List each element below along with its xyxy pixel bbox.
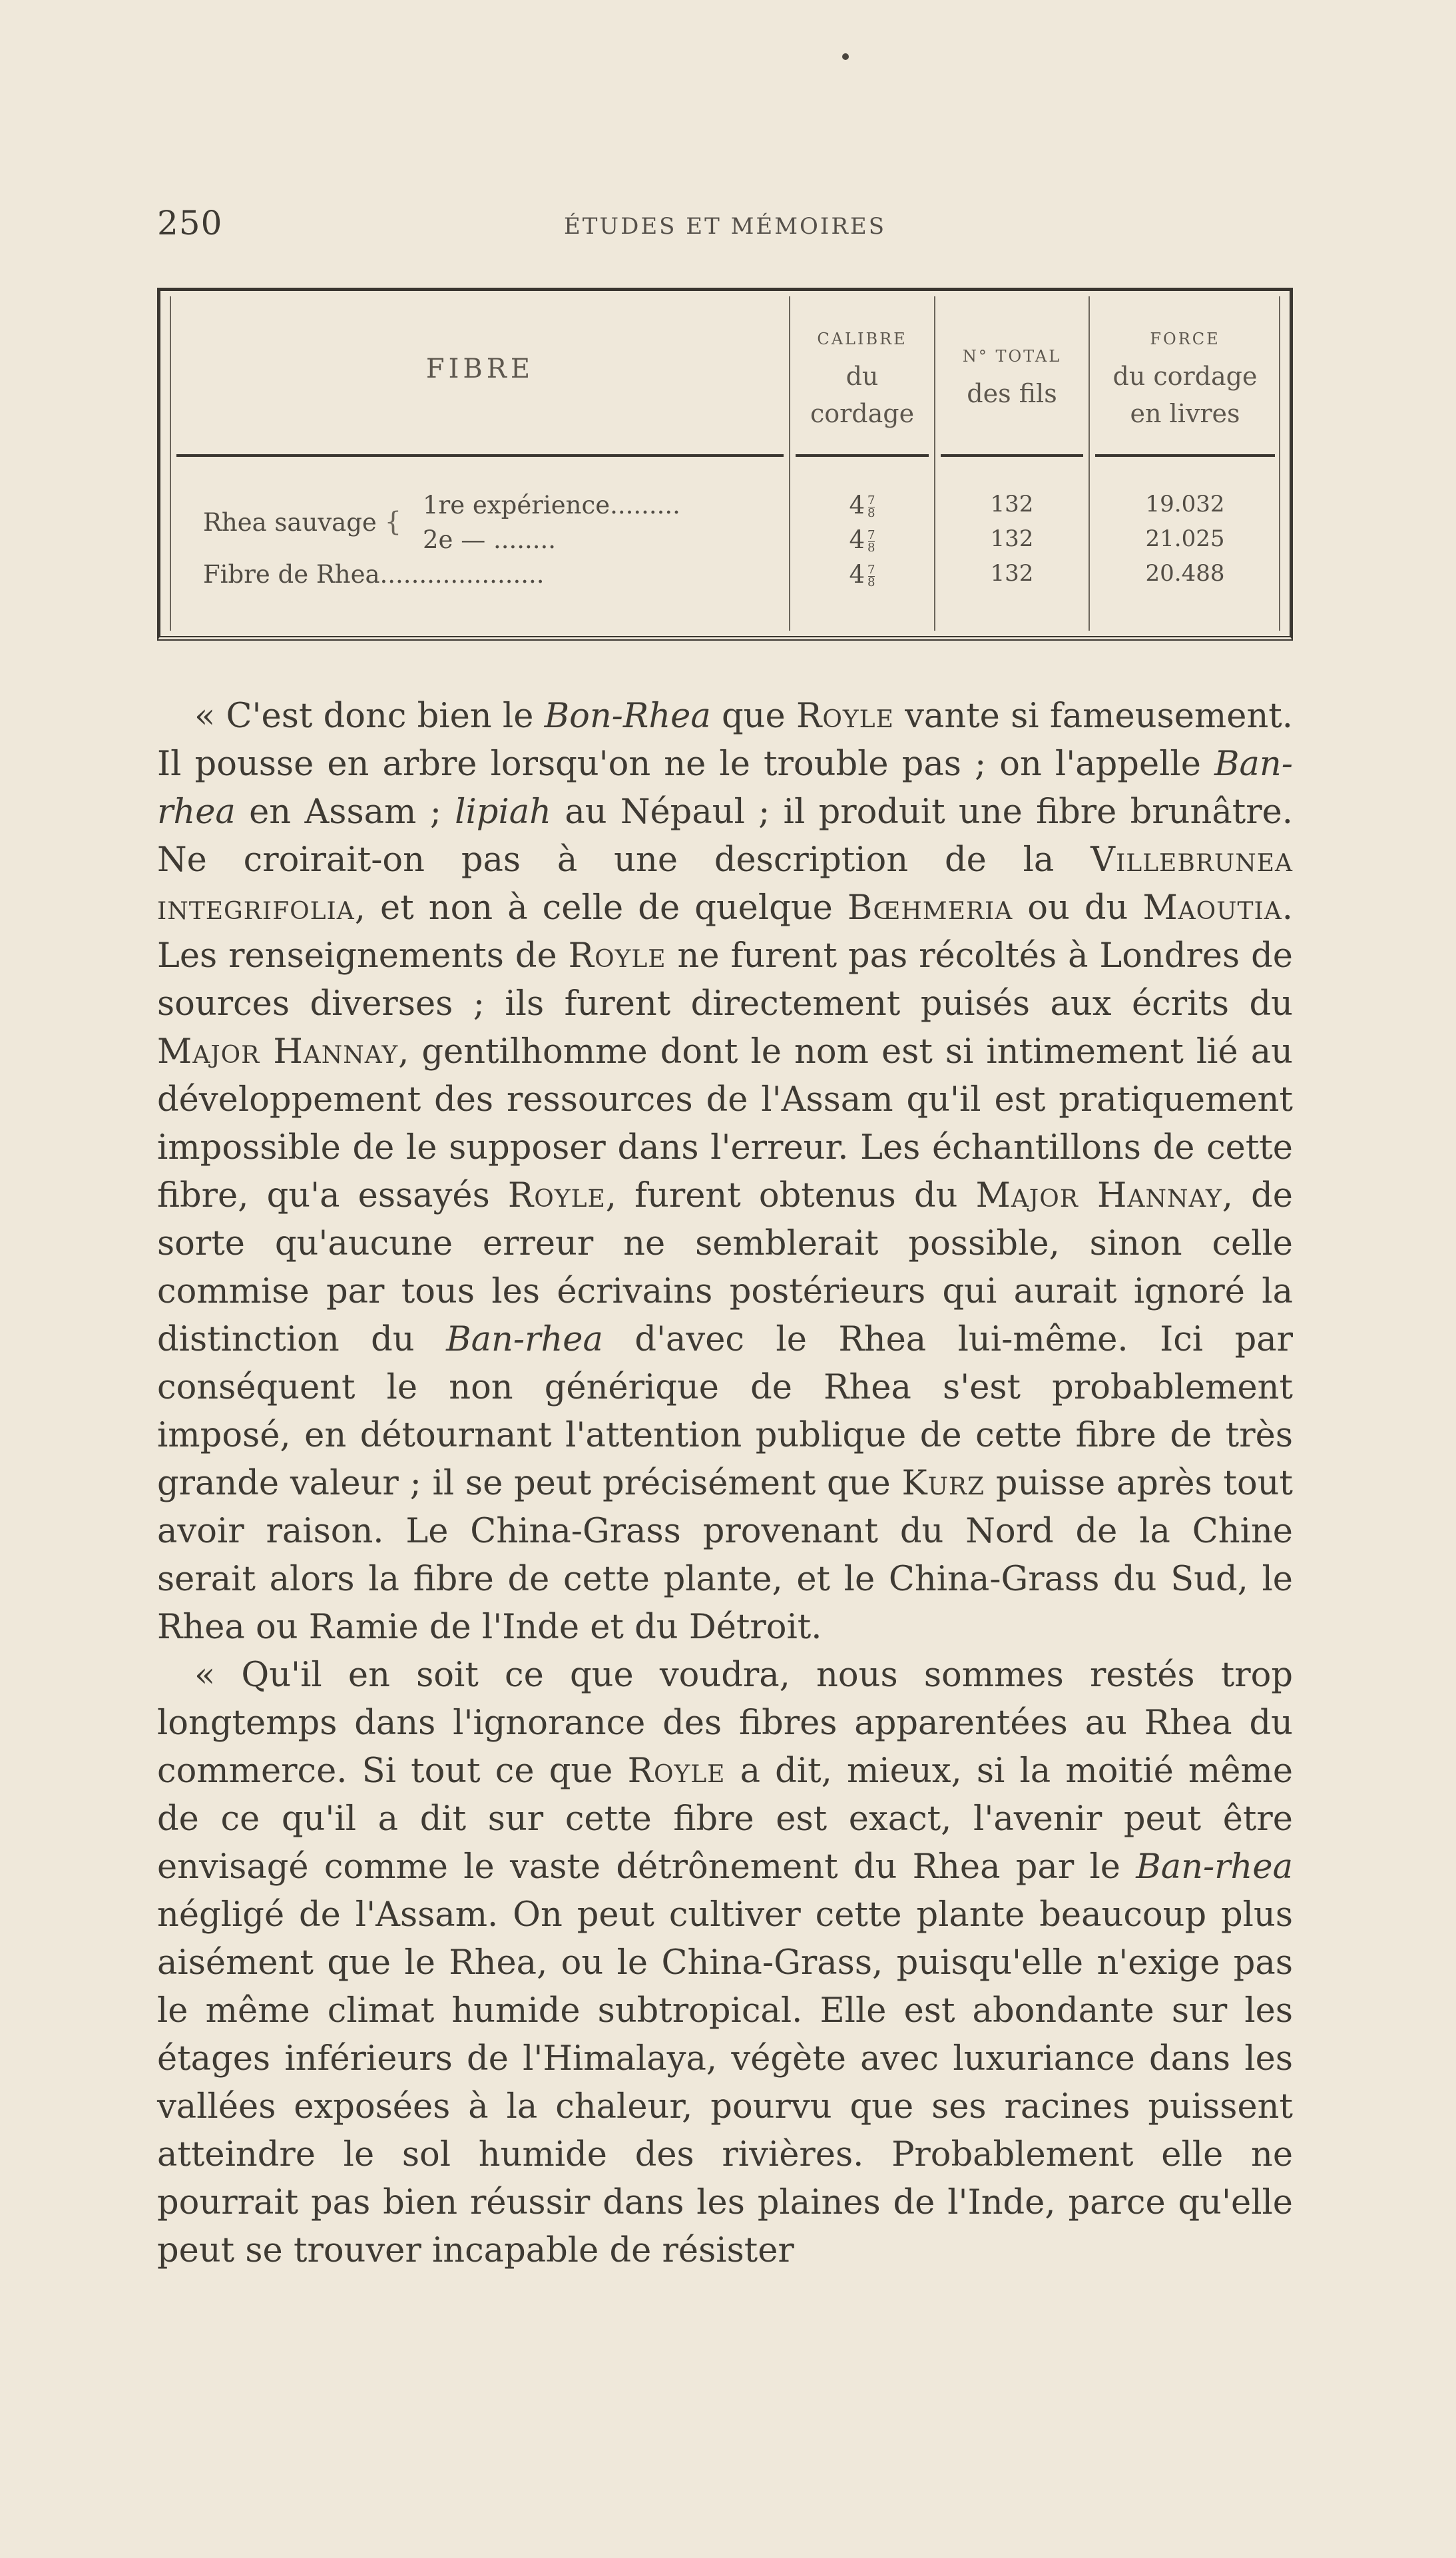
ink-spot (842, 53, 849, 60)
header-total (941, 338, 1083, 412)
calibre-whole: 4 (849, 560, 865, 589)
brace: { (384, 507, 402, 537)
header-force-line3: en livres (1130, 399, 1240, 428)
running-head (157, 204, 1293, 244)
calibre-whole: 4 (849, 491, 865, 519)
fraction-denominator: 8 (867, 541, 875, 555)
row-calibre (796, 560, 929, 589)
author-name: Kurz (901, 1464, 985, 1503)
text-run: d'avec le Rhea lui-même. Ici par conséquent le non générique de Rhea s'est probablement imposé, en détournant l'attention publique de cette fibre de très grande valeur ; il se peut précisément que (157, 1320, 1294, 1503)
text-run: en Assam ; (235, 793, 455, 832)
page-number: 250 (157, 204, 223, 242)
italic-run: Bon-Rhea (544, 697, 711, 736)
row-force: 20.488 (1145, 560, 1225, 587)
italic-run: lipiah (455, 793, 552, 832)
text-run: , de sorte qu'aucune erreur ne semblerait possible, sinon celle commise par tous les écrivains postérieurs qui aurait ignoré la distinction du (157, 1176, 1293, 1359)
author-name: Royle (568, 936, 666, 976)
text-run: ou du (1013, 888, 1143, 928)
text-run: puisse après tout avoir raison. Le China-Grass provenant du Nord de la Chine serait alors la fibre de cette plante, et le China-Grass du Sud, le Rhea ou Ramie de l'Inde et du Détroit. (157, 1464, 1293, 1647)
italic-run: Ban-rhea (157, 745, 1293, 832)
header-rule (941, 454, 1083, 457)
fibre-strength-table (157, 288, 1293, 641)
taxon-name: Maoutia (1142, 888, 1282, 928)
fraction-numerator: 7 (867, 493, 875, 507)
row-total: 132 (990, 560, 1034, 587)
header-rule (176, 454, 784, 457)
header-calibre-line3: cordage (810, 399, 915, 428)
text-run: , furent obtenus du (605, 1176, 976, 1215)
row-label: 1re expérience......... (423, 491, 680, 519)
row-total: 132 (990, 491, 1034, 517)
calibre-fraction (867, 564, 875, 589)
text-run: vante si fameusement. Il pousse en arbre lorsqu'on ne le trouble pas ; on l'appelle (157, 697, 1293, 784)
header-calibre-line2: du (846, 362, 879, 391)
header-fibre: FIBRE (425, 354, 535, 384)
header-calibre-line1: CALIBRE (817, 330, 907, 348)
body-text (157, 693, 1293, 2275)
author-name: Royle (627, 1752, 726, 1791)
italic-run: Ban-rhea (446, 1320, 603, 1359)
author-name: Royle (507, 1176, 606, 1215)
text-run: , et non à celle de quelque (354, 888, 848, 928)
table-row (176, 491, 1274, 528)
text-run: au Népaul ; il produit une fibre brunâtre. Ne croirait-on pas à une description de la (157, 793, 1293, 880)
row-label: Fibre de Rhea..................... (203, 560, 545, 589)
fraction-numerator: 7 (867, 528, 875, 542)
taxon-name: Villebrunea integrifolia (157, 840, 1293, 928)
group-label-text: Rhea sauvage (203, 508, 377, 537)
row-force: 21.025 (1145, 525, 1225, 552)
text-run: « Qu'il en soit ce que voudra, nous sommes restés trop longtemps dans l'ignorance des fibres apparentées au Rhea du commerce. Si tout ce que (157, 1656, 1293, 1791)
header-force (1095, 320, 1275, 432)
row-force: 19.032 (1145, 491, 1225, 517)
taxon-name: Bœhmeria (847, 888, 1013, 928)
fraction-numerator: 7 (867, 563, 875, 577)
calibre-fraction (867, 529, 875, 554)
text-run: que (710, 697, 796, 736)
text-run: . Les renseignements de (157, 888, 1293, 976)
header-rule (796, 454, 929, 457)
paragraph-2 (157, 1652, 1293, 2275)
row-calibre (796, 525, 929, 554)
header-force-line1: FORCE (1150, 330, 1220, 348)
calibre-fraction (867, 495, 875, 519)
person-name: Major Hannay (975, 1176, 1222, 1215)
calibre-whole: 4 (849, 525, 865, 554)
text-run: « C'est donc bien le (194, 697, 545, 736)
header-force-line2: du cordage (1112, 362, 1258, 391)
header-total-line2: des fils (967, 379, 1057, 408)
header-rule (1095, 454, 1275, 457)
author-name: Royle (796, 697, 894, 736)
row-calibre (796, 491, 929, 519)
header-total-line1: N° TOTAL (962, 347, 1062, 366)
table-row (176, 560, 1274, 597)
text-run: a dit, mieux, si la moitié même de ce qu'il a dit sur cette fibre est exact, l'avenir peut être envisagé comme le vaste détrônement du Rhea par le (157, 1752, 1293, 1887)
text-run: ne furent pas récoltés à Londres de sources diverses ; ils furent directement puisés aux écrits du (157, 936, 1293, 1024)
running-title: ÉTUDES ET MÉMOIRES (563, 213, 887, 240)
table-row (176, 525, 1274, 563)
text-run: , gentilhomme dont le nom est si intimement lié au développement des ressources de l'Assam qu'il est pratiquement impossible de le supposer dans l'erreur. Les échantillons de cette fibre, qu'a essayés (157, 1032, 1293, 1215)
text-run: négligé de l'Assam. On peut cultiver cette plante beaucoup plus aisément que le Rhea, ou le China-Grass, puisqu'elle n'exige pas le même climat humide subtropical. Elle est abondante sur les étages inférieurs de l'Himalaya, végète avec luxuriance dans les vallées exposées à la chaleur, pourvu que ses racines puissent atteindre le sol humide des rivières. Probablement elle ne pourrait pas bien réussir dans les plaines de l'Inde, parce qu'elle peut se trouver incapable de résister (157, 1895, 1293, 2270)
row-label: 2e — ........ (423, 525, 557, 554)
fraction-denominator: 8 (867, 575, 875, 589)
paragraph-1 (157, 693, 1293, 1652)
header-calibre (796, 320, 929, 432)
person-name: Major Hannay (157, 1032, 399, 1072)
row-total: 132 (990, 525, 1034, 552)
fraction-denominator: 8 (867, 506, 875, 520)
italic-run: Ban-rhea (1136, 1847, 1293, 1887)
